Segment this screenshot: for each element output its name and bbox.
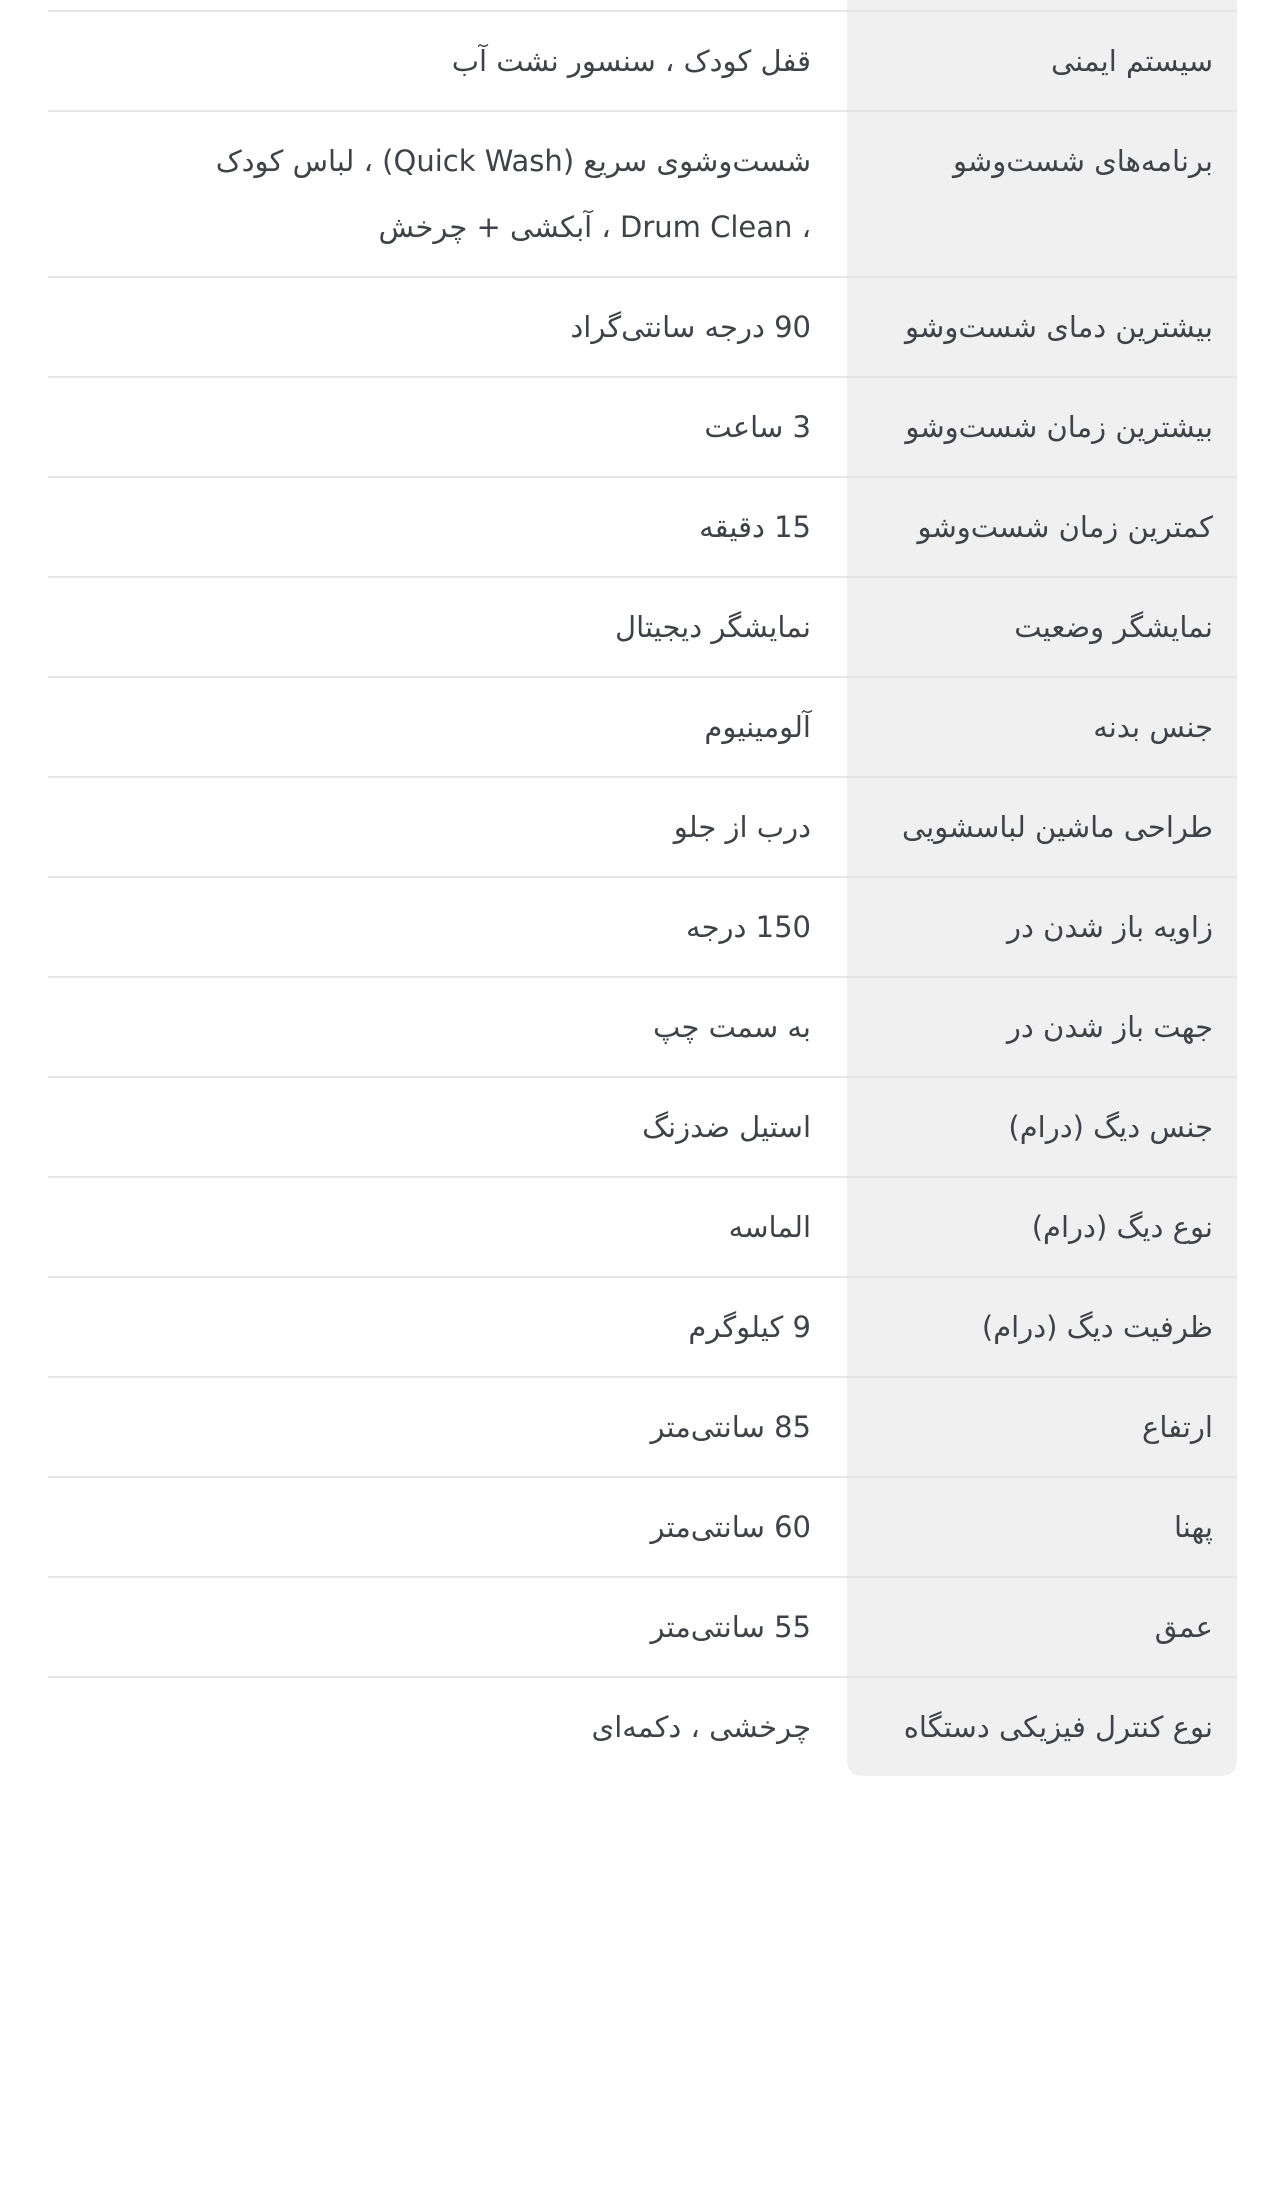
spec-row <box>48 1376 1237 1476</box>
spec-value: 55 سانتی‌متر <box>48 1578 847 1676</box>
spec-row <box>48 676 1237 776</box>
spec-value: آلومینیوم <box>48 678 847 776</box>
spec-row <box>48 1476 1237 1576</box>
spec-label: طراحی ماشین لباسشویی <box>847 778 1237 876</box>
spec-value: 9 کیلوگرم <box>48 1278 847 1376</box>
spec-label: زاویه باز شدن در <box>847 878 1237 976</box>
spec-label: نمایشگر وضعیت <box>847 578 1237 676</box>
spec-label: نوع دیگ (درام) <box>847 1178 1237 1276</box>
spec-row <box>48 576 1237 676</box>
spec-table <box>48 10 1237 1776</box>
spec-label: ارتفاع <box>847 1378 1237 1476</box>
spec-row <box>48 876 1237 976</box>
spec-value: نمایشگر دیجیتال <box>48 578 847 676</box>
spec-value: 15 دقیقه <box>48 478 847 576</box>
spec-label: پهنا <box>847 1478 1237 1576</box>
spec-value: شست‌وشوی سریع (Quick Wash) ، لباس کودک ، Drum Clean ، آبکشی + چرخش <box>48 112 847 276</box>
spec-row <box>48 110 1237 276</box>
previous-row-partial <box>48 0 1237 10</box>
spec-value: 150 درجه <box>48 878 847 976</box>
spec-table-wrap <box>48 0 1237 1776</box>
spec-value: به سمت چپ <box>48 978 847 1076</box>
spec-row <box>48 1676 1237 1776</box>
spec-row <box>48 1176 1237 1276</box>
spec-label: سیستم ایمنی <box>847 12 1237 110</box>
spec-label: کمترین زمان شست‌وشو <box>847 478 1237 576</box>
spec-value: چرخشی ، دکمه‌ای <box>48 1678 847 1776</box>
spec-value: استیل ضدزنگ <box>48 1078 847 1176</box>
spec-row <box>48 1576 1237 1676</box>
spec-value: درب از جلو <box>48 778 847 876</box>
spec-value: 90 درجه سانتی‌گراد <box>48 278 847 376</box>
spec-label: برنامه‌های شست‌وشو <box>847 112 1237 276</box>
spec-row <box>48 476 1237 576</box>
spec-label: جنس دیگ (درام) <box>847 1078 1237 1176</box>
spec-value: 3 ساعت <box>48 378 847 476</box>
spec-label: جهت باز شدن در <box>847 978 1237 1076</box>
spec-label: بیشترین دمای شست‌وشو <box>847 278 1237 376</box>
spec-label: بیشترین زمان شست‌وشو <box>847 378 1237 476</box>
spec-value: 60 سانتی‌متر <box>48 1478 847 1576</box>
previous-row-value-stub <box>48 0 847 10</box>
spec-label: عمق <box>847 1578 1237 1676</box>
spec-value: 85 سانتی‌متر <box>48 1378 847 1476</box>
spec-row <box>48 1276 1237 1376</box>
spec-row <box>48 1076 1237 1176</box>
spec-value: قفل کودک ، سنسور نشت آب <box>48 12 847 110</box>
previous-row-label-stub <box>847 0 1237 10</box>
spec-row <box>48 776 1237 876</box>
spec-row <box>48 976 1237 1076</box>
spec-row <box>48 276 1237 376</box>
spec-label: ظرفیت دیگ (درام) <box>847 1278 1237 1376</box>
spec-label: نوع کنترل فیزیکی دستگاه <box>847 1678 1237 1776</box>
spec-row <box>48 376 1237 476</box>
spec-value: الماسه <box>48 1178 847 1276</box>
spec-label: جنس بدنه <box>847 678 1237 776</box>
spec-row <box>48 10 1237 110</box>
